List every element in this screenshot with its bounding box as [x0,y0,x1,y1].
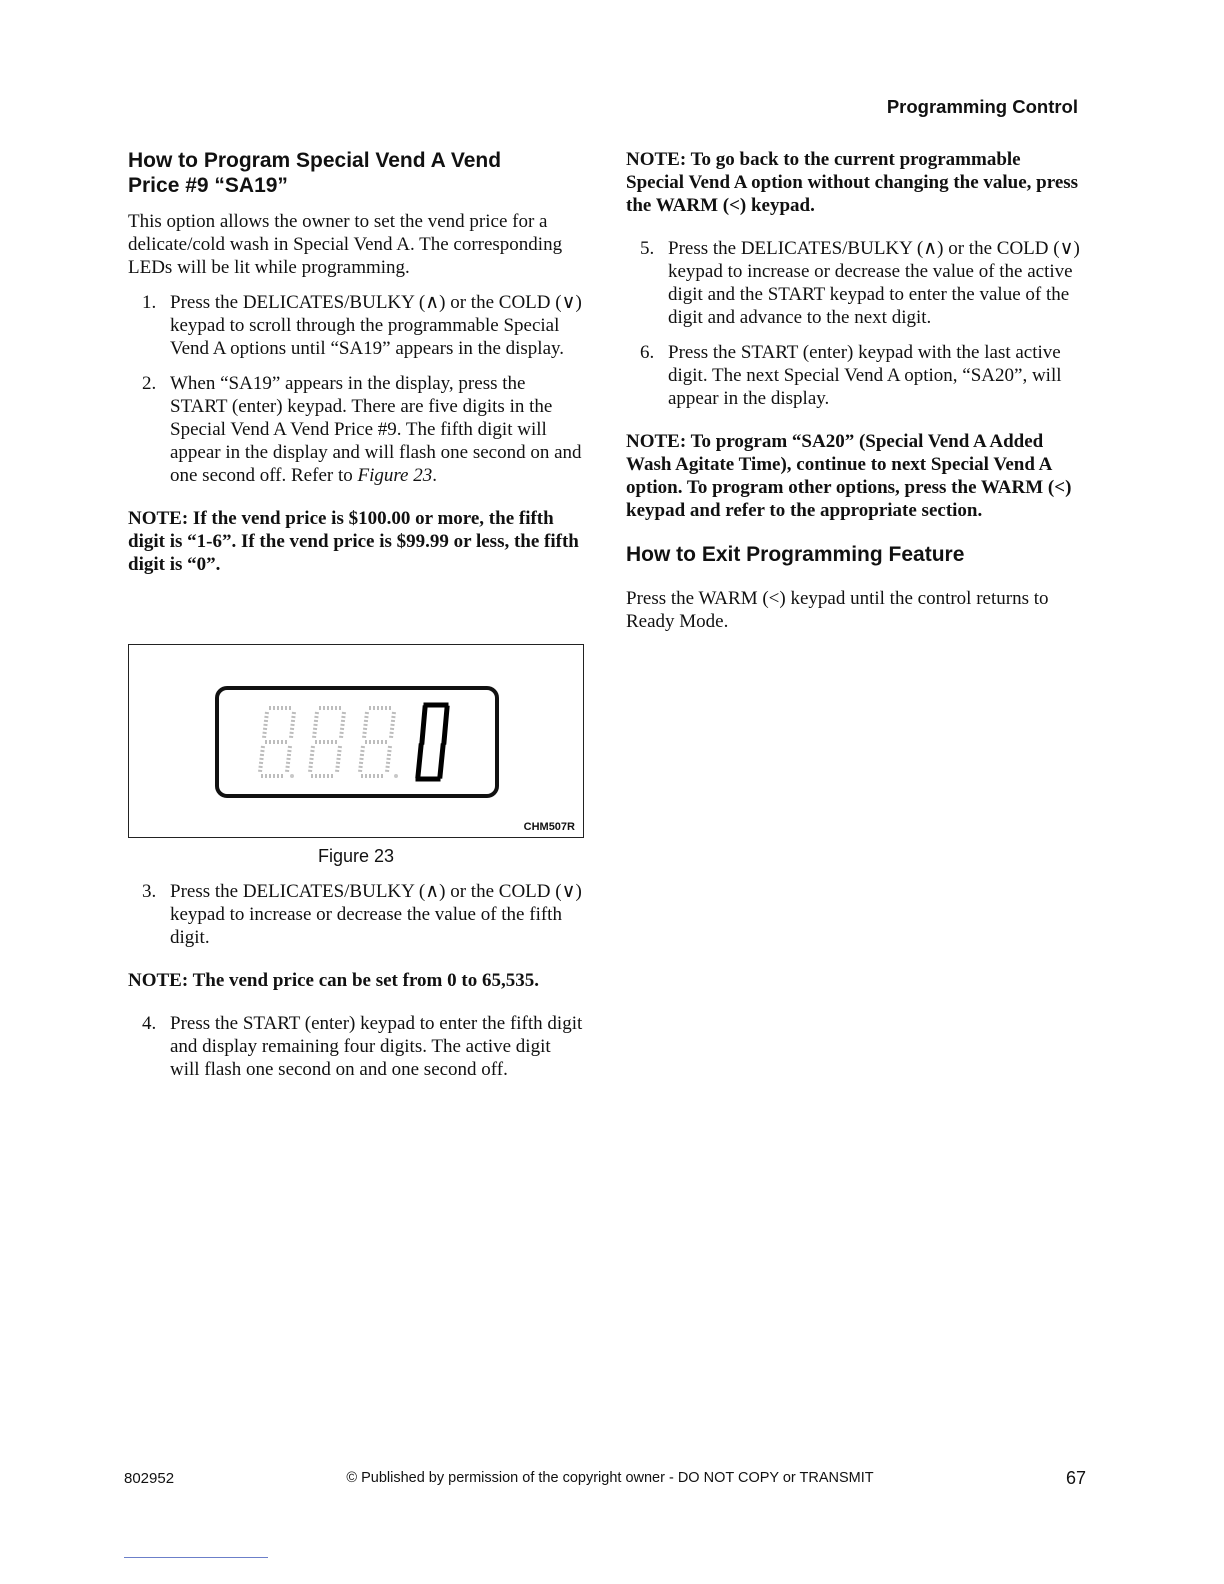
right-column [626,148,1082,633]
figure-caption: Figure 23 [317,846,395,866]
step-text: Press the START (enter) keypad with the last active digit. The next Special Vend A option, “SA20”, will appear in the display. [668,342,1062,409]
footer-doc-number: 802952 [124,1470,175,1487]
step-number: 6. [640,342,655,363]
step-number: 1. [142,292,157,313]
step-number: 4. [142,1013,157,1034]
unlit-digit-2 [310,708,344,776]
step-5 [626,237,1082,329]
note-fifth-digit: NOTE: If the vend price is $100.00 or more, the fifth digit is “1-6”. If the vend price is $99.99 or less, the fifth digit is “0”. [128,508,579,575]
unlit-decimal-point-2 [394,774,398,778]
step-3 [128,880,584,949]
led-display-frame [215,686,499,798]
step-1 [128,291,584,360]
step-text [170,372,584,487]
unlit-digit-3 [360,708,394,776]
left-column [128,148,584,576]
step-number: 5. [640,238,655,259]
step-text: Press the DELICATES/BULKY (∧) or the COLD (∨) keypad to scroll through the programmable Special Vend A options until “SA19” appears in the display. [170,292,582,359]
section-heading [128,148,584,198]
page-header-title: Programming Control [886,96,1078,117]
step-text: Press the START (enter) keypad to enter the fifth digit and display remaining four digits. The active digit will flash one second on and one second off. [170,1013,583,1080]
note-go-back: NOTE: To go back to the current programmable Special Vend A option without changing the value, press the WARM (<) keypad. [626,149,1079,216]
exit-paragraph: Press the WARM (<) keypad until the control returns to Ready Mode. [626,588,1049,632]
left-column-continued [128,880,584,1081]
lit-digit [418,705,447,779]
step-2-text: When “SA19” appears in the display, press the START (enter) keypad. There are five digits in the Special Vend A Vend Price #9. The fifth digit will appear in the display and will flash one second on and one second off. Refer to [170,373,582,486]
step-2 [128,372,584,487]
note-vend-price-range: NOTE: The vend price can be set from 0 to 65,535. [128,970,539,991]
footer-page-number: 67 [1065,1468,1086,1488]
unlit-decimal-point [290,774,294,778]
exit-heading: How to Exit Programming Feature [626,543,965,566]
figure-23-box [128,644,584,838]
section-heading-line2: Price #9 “SA19” [128,174,288,197]
step-6 [626,341,1082,410]
intro-paragraph: This option allows the owner to set the vend price for a delicate/cold wash in Special Vend A. The corresponding LEDs will be lit while programming. [128,211,563,278]
led-display [219,690,495,794]
section-heading-line1: How to Program Special Vend A Vend [128,149,502,172]
footer-copyright: © Published by permission of the copyright owner - DO NOT COPY or TRANSMIT [346,1470,874,1486]
step-number: 2. [142,373,157,394]
step-2-period: . [432,465,437,486]
figure-reference: Figure 23 [357,465,433,486]
unlit-digit-1 [260,708,294,776]
step-text: Press the DELICATES/BULKY (∧) or the COLD (∨) keypad to increase or decrease the value of the fifth digit. [170,881,582,948]
lit-digit-value: 0 [219,690,220,691]
step-text: Press the DELICATES/BULKY (∧) or the COLD (∨) keypad to increase or decrease the value of the active digit and the START keypad to enter the value of the digit and advance to the next digit. [668,238,1080,328]
footer-divider [124,1557,268,1558]
step-4 [128,1012,584,1081]
note-sa20: NOTE: To program “SA20” (Special Vend A Added Wash Agitate Time), continue to next Special Vend A option. To program other options, press the WARM (<) keypad and refer to the appropriate section. [626,431,1072,521]
step-number: 3. [142,881,157,902]
figure-code: CHM507R [523,821,575,833]
